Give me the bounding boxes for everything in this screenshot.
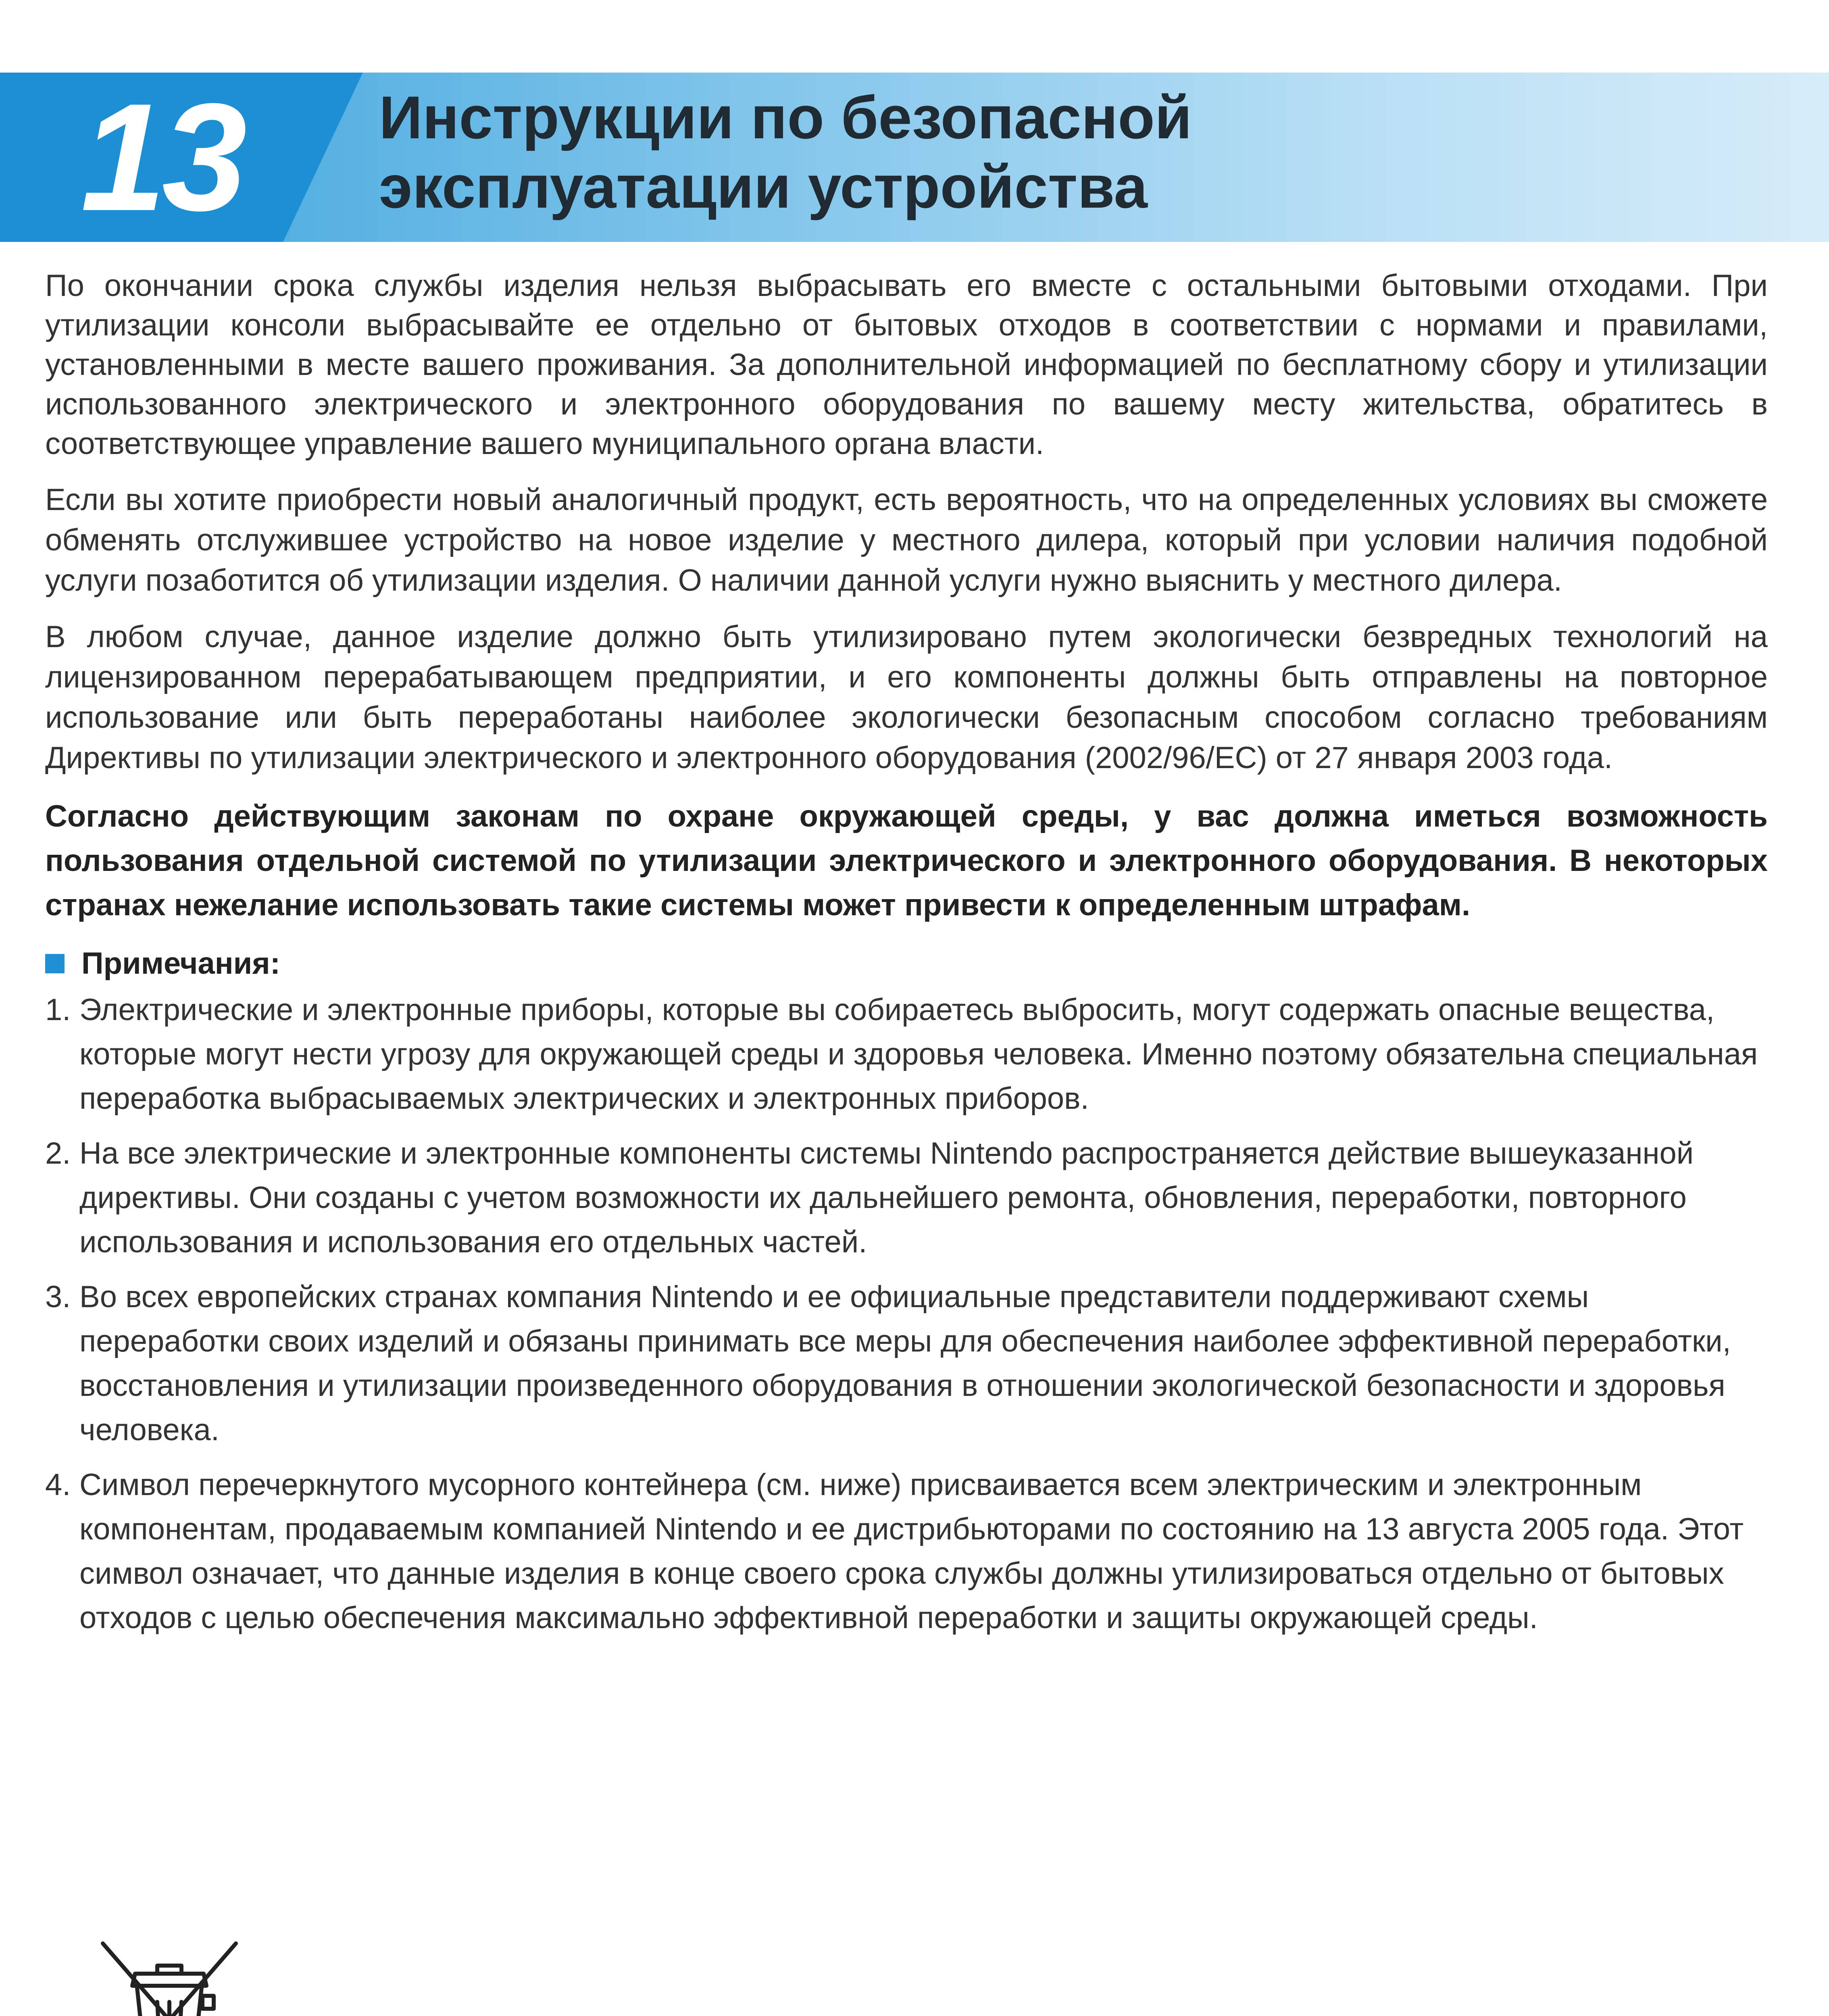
note-text: На все электрические и электронные компоненты системы Nintendo распространяется действие вышеуказанной директивы. Они созданы с учетом возможности их дальнейшего ремонта, обновления, переработки, повторного использования и использования его отдельных частей. <box>79 1136 1694 1259</box>
note-number: 3. <box>45 1280 71 1314</box>
note-number: 2. <box>45 1136 71 1170</box>
body-paragraph-2: Если вы хотите приобрести новый аналогичный продукт, есть вероятность, что на определенных условиях вы сможете обменять отслужившее устройство на новое изделие у местного дилера, который при условии наличия подобной услуги позаботится об утилизации изделия. О наличии данной услуги нужно выяснить у местного дилера. <box>45 483 1768 598</box>
chapter-title <box>379 83 1750 221</box>
note-item <box>45 1275 1768 1452</box>
square-bullet-icon <box>45 954 65 973</box>
note-text: Символ перечеркнутого мусорного контейнера (см. ниже) присваивается всем электрическим и электронным компонентам, продаваемым компанией Nintendo и ее дистрибьюторами по состоянию на 13 августа 2005 года. Этот символ означает, что данные изделия в конце своего срока службы должны утилизироваться отдельно от бытовых отходов с целью обеспечения максимально эффективной переработки и защиты окружающей среды. <box>79 1468 1744 1635</box>
note-text: Во всех европейских странах компания Nintendo и ее официальные представители поддерживают схемы переработки своих изделий и обязаны принимать все меры для обеспечения наиболее эффективной переработки, восстановления и утилизации произведенного оборудования в отношении экологической безопасности и здоровья человека. <box>79 1280 1731 1447</box>
notes-heading <box>45 943 1768 984</box>
note-number: 4. <box>45 1468 71 1502</box>
note-item <box>45 1131 1768 1264</box>
crossed-out-wheeled-bin-icon <box>97 1935 242 2016</box>
body-paragraph-1: По окончании срока службы изделия нельзя выбрасывать его вместе с остальными бытовыми отходами. При утилизации консоли выбрасывайте ее отдельно от бытовых отходов в соответствии с нормами и правилами, установленными в месте вашего проживания. За дополнительной информацией по бесплатному сбору и утилизации использованного электрического и электронного оборудования по вашему месту жительства, обратитесь в соответствующее управление вашего муниципального органа власти. <box>45 269 1768 461</box>
notes-heading-label: Примечания: <box>81 946 281 981</box>
bold-warning-paragraph: Согласно действующим законам по охране окружающей среды, у вас должна иметься возможность пользования отдельной системой по утилизации электрического и электронного оборудования. В некоторых странах нежелание использовать такие системы может привести к определенным штрафам. <box>45 799 1768 922</box>
body-paragraph-3: В любом случае, данное изделие должно быть утилизировано путем экологически безвредных технологий на лицензированном перерабатывающем предприятии, и его компоненты должны быть отправлены на повторное использование или быть переработаны наиболее экологически безопасным способом согласно требованиям Директивы по утилизации электрического и электронного оборудования (2002/96/EC) от 27 января 2003 года. <box>45 620 1768 775</box>
notes-list <box>45 988 1768 1640</box>
note-number: 1. <box>45 993 71 1027</box>
chapter-title-line-2: эксплуатации устройства <box>379 153 1148 221</box>
page-content <box>45 266 1768 1651</box>
chapter-number: 13 <box>81 71 243 243</box>
note-text: Электрические и электронные приборы, которые вы собираетесь выбросить, могут содержать опасные вещества, которые могут нести угрозу для окружающей среды и здоровья человека. Именно поэтому обязательна специальная переработка выбрасываемых электрических и электронных приборов. <box>79 993 1758 1116</box>
note-item <box>45 1463 1768 1640</box>
chapter-title-line-1: Инструкции по безопасной <box>379 83 1192 151</box>
note-item <box>45 988 1768 1121</box>
